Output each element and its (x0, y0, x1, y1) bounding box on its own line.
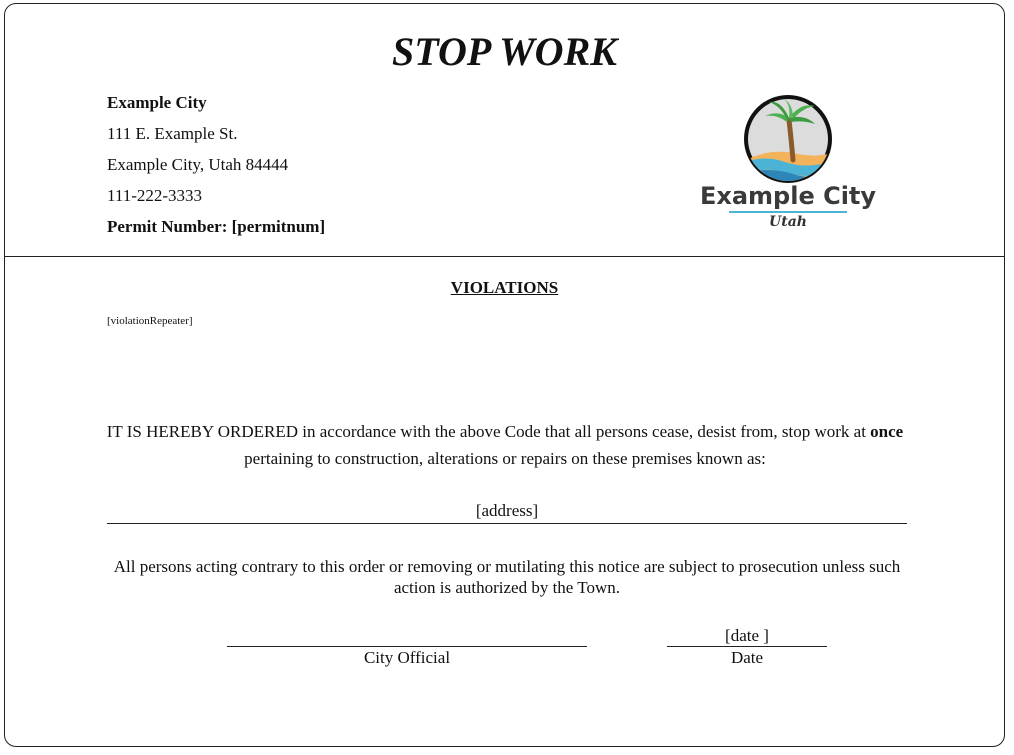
official-signature-label: City Official (363, 648, 451, 667)
palm-tree-icon (699, 92, 877, 234)
street-address: 111 E. Example St. (107, 124, 238, 143)
order-text-1: IT IS HEREBY ORDERED in accordance with the above Code that all persons cease, desist from, stop work at (106, 422, 871, 441)
header-divider (5, 256, 1004, 257)
logo-city-text: Example City (699, 182, 877, 210)
order-statement (105, 418, 905, 472)
logo-state-text: Utah (769, 214, 807, 230)
order-text-2: pertaining to construction, alterations or repairs on these premises known as: (244, 449, 766, 468)
premises-address-field: [address] (107, 501, 907, 524)
violation-repeater-placeholder: [violationRepeater] (107, 315, 193, 327)
stop-work-notice (4, 3, 1005, 747)
city-state-zip: Example City, Utah 84444 (107, 155, 289, 174)
permit-number: Permit Number: [permitnum] (107, 217, 326, 236)
phone-number: 111-222-3333 (107, 186, 203, 205)
document-title: STOP WORK (392, 29, 617, 74)
prosecution-warning: All persons acting contrary to this order or removing or mutilating this notice are subject to prosecution unless such action is authorized by the Town. (113, 557, 901, 597)
date-value: [date ] (725, 626, 769, 645)
city-logo (699, 92, 877, 234)
official-signature-value (227, 626, 587, 646)
order-emphasis: once (870, 422, 904, 441)
date-label: Date (730, 648, 764, 667)
violations-heading: VIOLATIONS (450, 278, 559, 297)
city-name: Example City (107, 93, 207, 112)
issuer-address-block (107, 92, 325, 247)
official-signature-line (227, 646, 587, 647)
date-line (667, 646, 827, 647)
official-signature-block (227, 626, 587, 668)
date-block (667, 626, 827, 668)
